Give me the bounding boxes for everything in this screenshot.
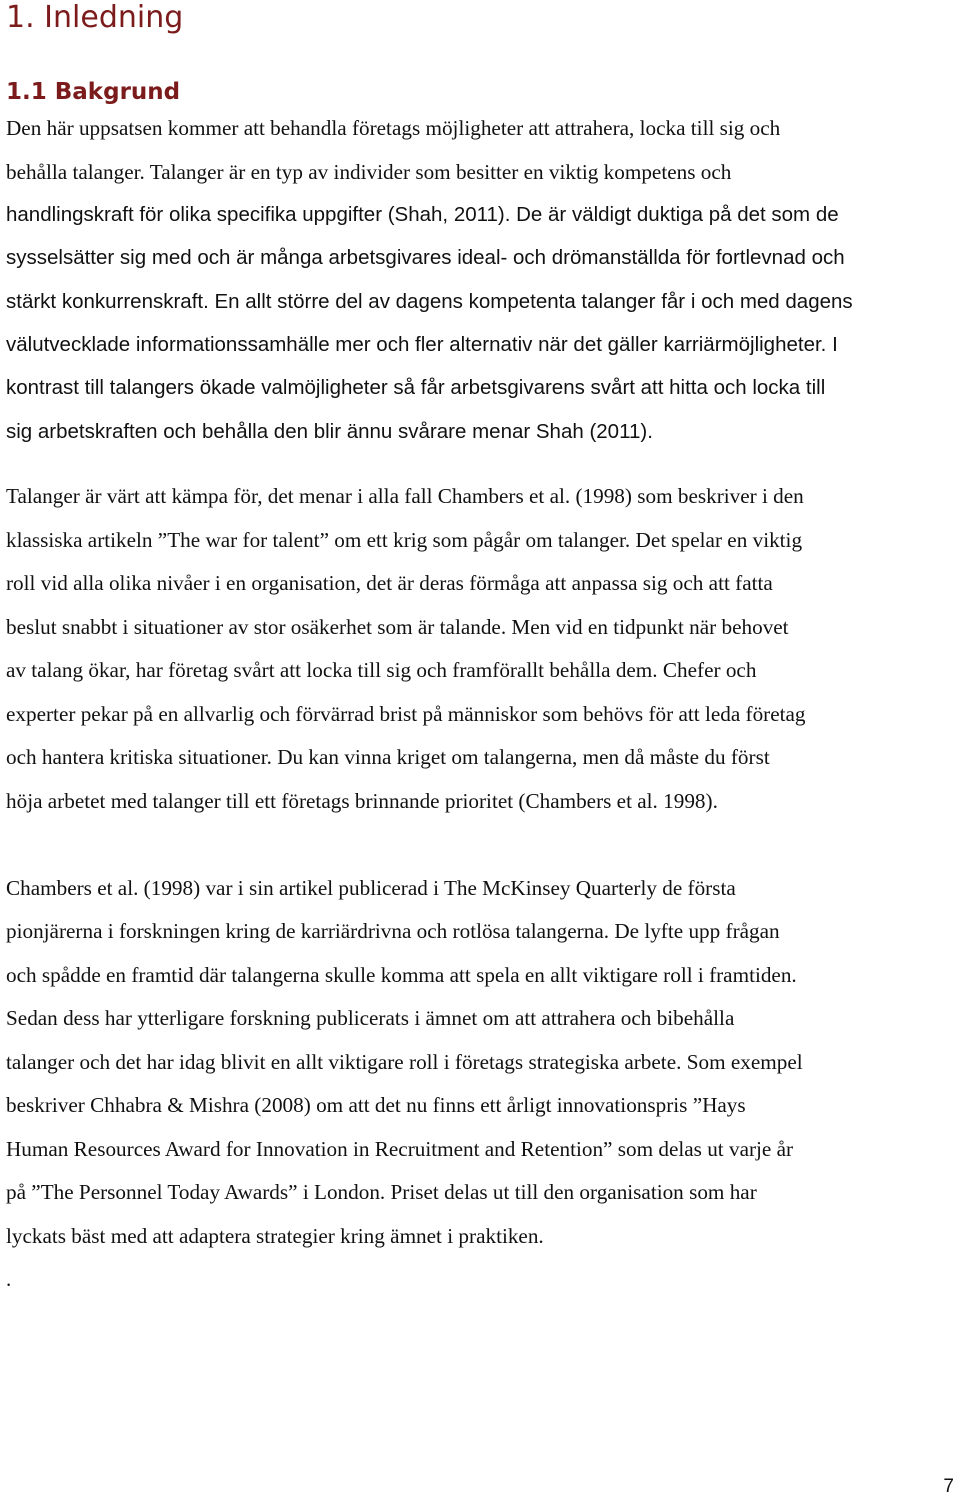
text-line: roll vid alla olika nivåer i en organisation, det är deras förmåga att anpassa sig och att fatta xyxy=(6,571,773,595)
text-line: beslut snabbt i situationer av stor osäkerhet som är talande. Men vid en tidpunkt när behovet xyxy=(6,615,789,639)
text-line: Den här uppsatsen kommer att behandla företags möjligheter att attrahera, locka till sig och xyxy=(6,116,781,140)
text-line: av talang ökar, har företag svårt att locka till sig och framförallt behålla dem. Chefer och xyxy=(6,658,757,682)
text-line: höja arbetet med talanger till ett företags brinnande prioritet (Chambers et al. 1998). xyxy=(6,789,718,813)
text-line: lyckats bäst med att adaptera strategier kring ämnet i praktiken. xyxy=(6,1224,544,1248)
text-line: Talanger är värt att kämpa för, det menar i alla fall Chambers et al. (1998) som beskriver i den xyxy=(6,484,804,508)
trailing-dot: . xyxy=(6,1267,12,1291)
text-line: kontrast till talangers ökade valmöjligheter så får arbetsgivarens svårt att hitta och locka till xyxy=(6,376,826,399)
text-line: pionjärerna i forskningen kring de karriärdrivna och rotlösa talangerna. De lyfte upp frågan xyxy=(6,919,780,943)
text-line: Sedan dess har ytterligare forskning publicerats i ämnet om att attrahera och bibehålla xyxy=(6,1006,735,1030)
chapter-heading: 1. Inledning xyxy=(6,0,184,35)
text-line: klassiska artikeln ”The war for talent” om ett krig som pågår om talanger. Det spelar en viktig xyxy=(6,528,803,552)
text-line: och hantera kritiska situationer. Du kan vinna kriget om talangerna, men då måste du först xyxy=(6,745,770,769)
text-line: välutvecklade informationssamhälle mer och fler alternativ när det gäller karriärmöjligheter. I xyxy=(6,333,838,356)
text-line: och spådde en framtid där talangerna skulle komma att spela en allt viktigare roll i framtiden. xyxy=(6,963,797,987)
text-line: på ”The Personnel Today Awards” i London. Priset delas ut till den organisation som har xyxy=(6,1180,757,1204)
text-line: Human Resources Award for Innovation in Recruitment and Retention” som delas ut varje år xyxy=(6,1137,794,1161)
text-line: behålla talanger. Talanger är en typ av individer som besitter en viktig kompetens och xyxy=(6,160,732,184)
section-heading: 1.1 Bakgrund xyxy=(6,79,181,105)
page-number: 7 xyxy=(943,1476,954,1497)
text-line: experter pekar på en allvarlig och förvärrad brist på människor som behövs för att leda företag xyxy=(6,702,806,726)
text-line: stärkt konkurrenskraft. En allt större del av dagens kompetenta talanger får i och med dagens xyxy=(6,290,853,313)
text-line: Chambers et al. (1998) var i sin artikel publicerad i The McKinsey Quarterly de första xyxy=(6,876,736,900)
text-line: sig arbetskraften och behålla den blir ännu svårare menar Shah (2011). xyxy=(6,420,653,443)
text-line: handlingskraft för olika specifika uppgifter (Shah, 2011). De är väldigt duktiga på det som de xyxy=(6,203,839,226)
text-line: talanger och det har idag blivit en allt viktigare roll i företags strategiska arbete. Som exempel xyxy=(6,1050,803,1074)
text-line: sysselsätter sig med och är många arbetsgivares ideal- och drömanställda för fortlevnad och xyxy=(6,246,845,269)
text-line: beskriver Chhabra & Mishra (2008) om att det nu finns ett årligt innovationspris ”Hays xyxy=(6,1093,746,1117)
